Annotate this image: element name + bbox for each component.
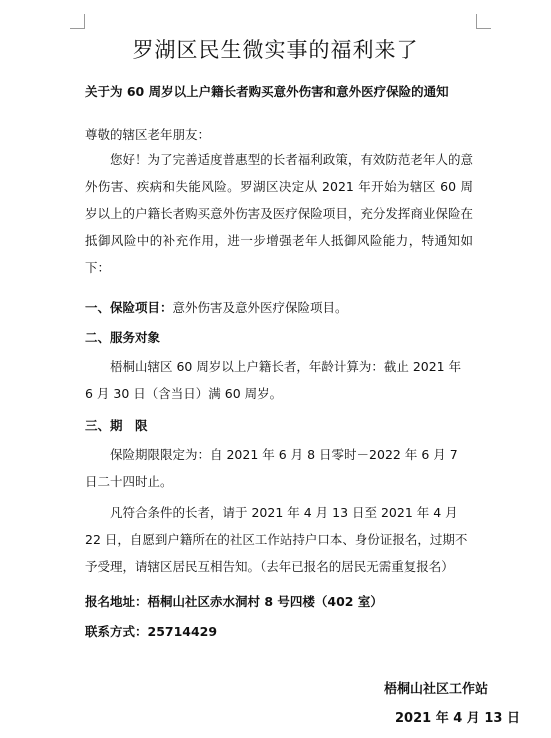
section-insurance-text: 意外伤害及意外医疗保险项目。 [172,300,348,315]
registration-address: 报名地址：梧桐山社区赤水洞村 8 号四楼（402 室） [85,594,383,609]
intro-paragraph: 您好！为了完善适度普惠型的长者福利政策，有效防范老年人的意外伤害、疾病和失能风险。罗湖区决定从 2021 年开始为辖区 60 周岁以上的户籍长者购买意外伤害及医疗保险项目，充分发挥商业保险在抵御风险中的补充作用，进一步增强老年人抵御风险能力，特通知如下： [85,152,473,275]
salutation: 尊敬的辖区老年朋友： [85,127,211,142]
notice-subtitle: 关于为 60 周岁以上户籍长者购买意外伤害和意外医疗保险的通知 [85,84,449,99]
section-service-text: 梧桐山辖区 60 周岁以上户籍长者，年龄计算为：截止 2021 年 6 月 30 日（含当日）满 60 周岁。 [85,359,462,401]
signature-date: 2021 年 4 月 13 日 [395,711,520,726]
contact-info: 联系方式：25714429 [85,624,218,639]
section-period-text: 保险期限限定为：自 2021 年 6 月 8 日零时－2022 年 6 月 7 日二十四时止。 [85,447,458,489]
signature-office: 梧桐山社区工作站 [384,682,489,697]
registration-paragraph: 凡符合条件的长者，请于 2021 年 4 月 13 日至 2021 年 4 月 22 日，自愿到户籍所在的社区工作站持户口本、身份证报名，过期不予受理，请辖区居民互相告知。（去年已报名的居民无需重复报名） [85,505,468,574]
section-insurance-heading: 一、保险项目： [85,300,173,315]
document-title: 罗湖区民生微实事的福利来了 [132,38,419,62]
section-period-heading: 三、期 限 [85,418,148,433]
crop-mark-top-right [476,14,491,29]
section-service-heading: 二、服务对象 [85,330,161,345]
crop-mark-top-left [70,14,85,29]
section-insurance-item [85,294,473,321]
